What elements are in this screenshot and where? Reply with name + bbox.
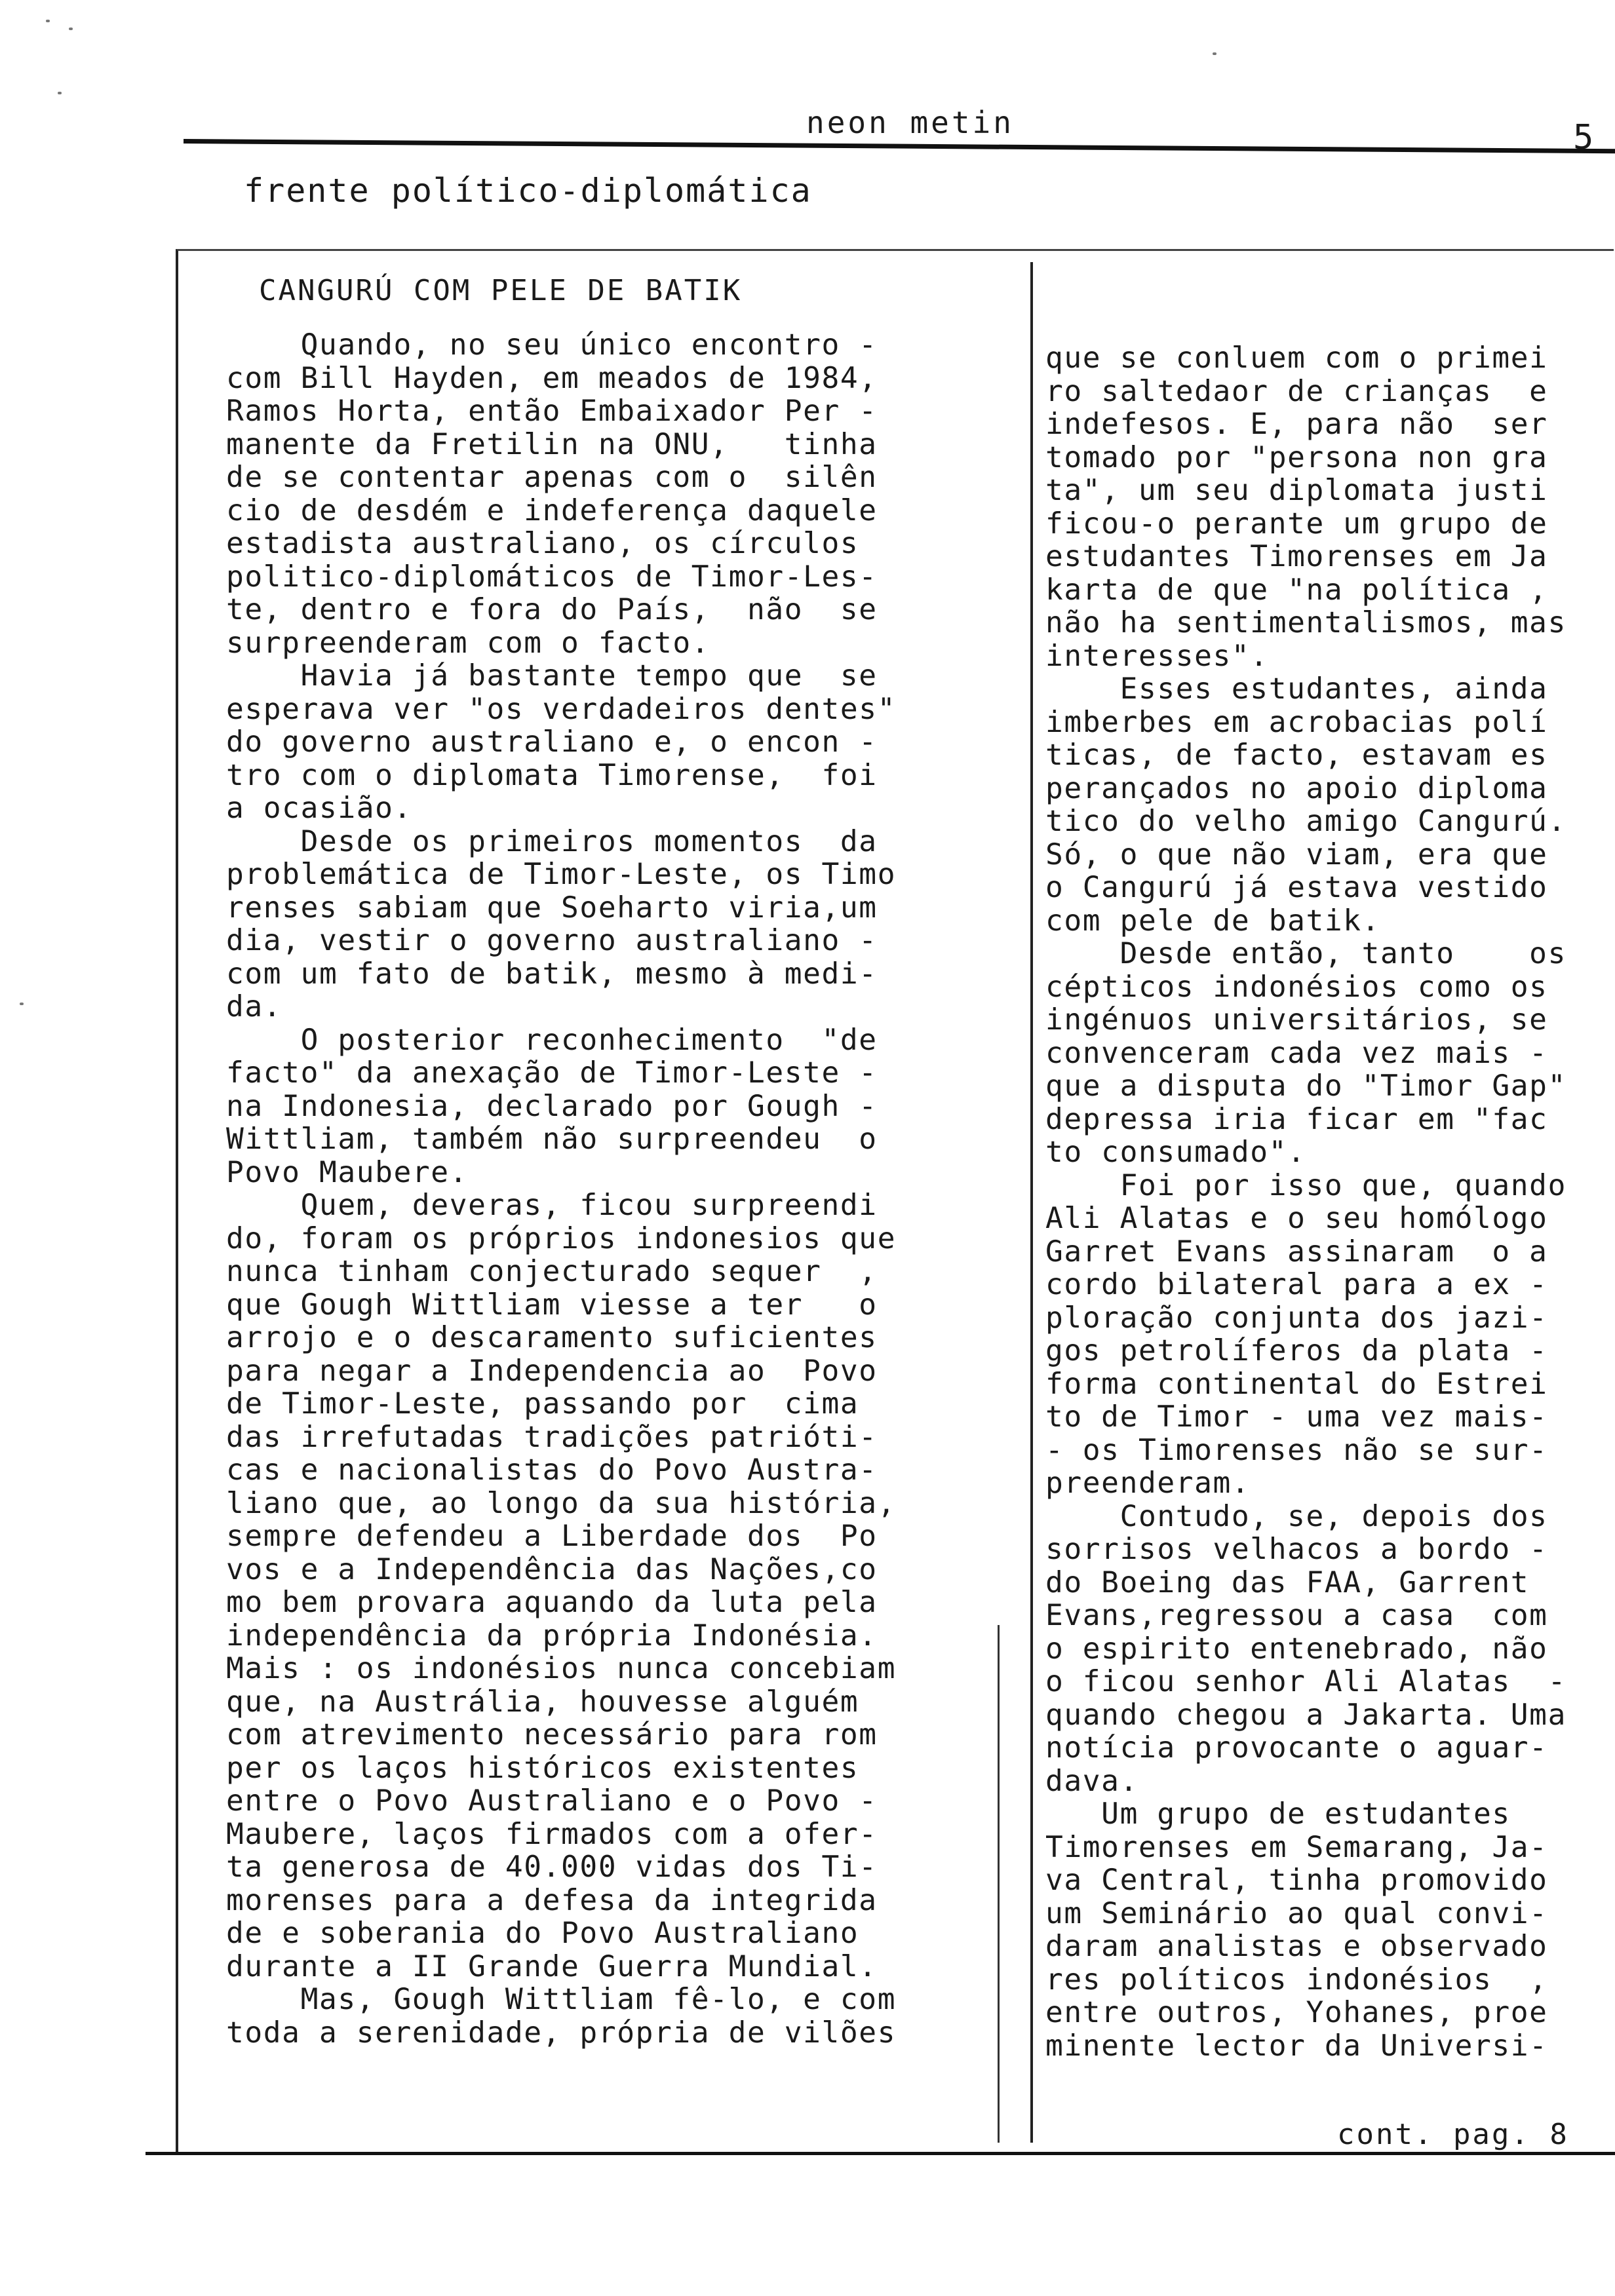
column-divider [1030,262,1033,2143]
text-line: gos petrolíferos da plata - [1045,1334,1548,1368]
text-line: Wittliam, também não surpreendeu o [226,1122,878,1156]
text-line: surpreenderam com o facto. [226,626,710,660]
text-line: ploração conjunta dos jazi- [1045,1301,1548,1335]
text-line: ro saltedaor de crianças e [1045,374,1548,408]
text-line: quando chegou a Jakarta. Uma [1045,1698,1566,1732]
text-line: não ha sentimentalismos, mas [1045,606,1566,640]
text-line: O posterior reconhecimento "de [226,1023,878,1057]
text-line: cépticos indonésios como os [1045,970,1548,1004]
text-line: que Gough Wittliam viesse a ter o [226,1288,878,1322]
article-frame-bottom-rule [146,2152,1615,2155]
text-line: minente lector da Universi- [1045,2029,1548,2063]
text-line: do, foram os próprios indonesios que [226,1221,897,1255]
text-line: Mas, Gough Wittliam fê-lo, e com [226,1983,897,2016]
text-line: preenderam. [1045,1466,1251,1500]
text-line: com um fato de batik, mesmo à medi- [226,957,878,991]
continuation-note: cont. pag. 8 [1337,2118,1569,2151]
text-line: cordo bilateral para a ex - [1045,1268,1548,1301]
text-line: Timorenses em Semarang, Ja- [1045,1830,1548,1864]
text-line: cio de desdém e indeferença daquele [226,493,878,527]
publication-title: neon metin [806,105,1014,140]
text-line: ingénuos universitários, se [1045,1003,1548,1037]
text-line: o Cangurú já estava vestido [1045,871,1548,904]
text-line: res políticos indonésios , [1045,1962,1548,1997]
text-line: nunca tinham conjecturado sequer , [226,1255,878,1288]
text-line: te, dentro e fora do País, não se [226,593,878,626]
text-line: tico do velho amigo Cangurú. [1045,805,1566,838]
text-line: vos e a Independência das Nações,co [226,1552,878,1586]
text-line: Ali Alatas e o seu homólogo [1045,1202,1548,1235]
text-line: Quando, no seu único encontro - [226,328,878,362]
text-line: notícia provocante o aguar- [1045,1731,1548,1765]
text-line: o ficou senhor Ali Alatas - [1045,1665,1566,1698]
text-line: imberbes em acrobacias polí [1045,705,1548,739]
text-line: perançados no apoio diploma [1045,771,1548,805]
text-line: Desde então, tanto os [1045,937,1566,970]
text-line: na Indonesia, declarado por Gough - [226,1089,878,1123]
text-line: de Timor-Leste, passando por cima [226,1387,859,1421]
page-number: 5 [1573,118,1594,157]
text-line: mo bem provara aquando da luta pela [226,1586,878,1619]
text-line: que se conluem com o primei [1045,341,1548,375]
text-line: ta", um seu diplomata justi [1045,474,1548,507]
text-line: Ramos Horta, então Embaixador Per - [226,394,878,428]
text-line: ticas, de facto, estavam es [1045,738,1548,772]
section-label: frente político-diplomática [244,172,812,210]
text-line: estudantes Timorenses em Ja [1045,540,1548,573]
text-line: um Seminário ao qual convi- [1045,1896,1548,1930]
text-line: tomado por "persona non gra [1045,440,1548,474]
text-line: entre o Povo Australiano e o Povo - [226,1784,878,1818]
text-line: estadista australiano, os círculos [226,527,859,560]
text-line: com atrevimento necessário para rom [226,1718,878,1751]
text-line: independência da própria Indonésia. [226,1618,878,1653]
text-line: de e soberania do Povo Australiano [226,1917,859,1950]
text-line: esperava ver "os verdadeiros dentes" [226,692,897,726]
text-line: Evans,regressou a casa com [1045,1599,1548,1632]
scan-speck [69,28,73,30]
text-line: que, na Austrália, houvesse alguém [226,1685,859,1719]
text-line: - os Timorenses não se sur- [1045,1433,1548,1467]
text-line: dava. [1045,1764,1138,1798]
text-line: va Central, tinha promovido [1045,1864,1548,1897]
text-line: toda a serenidade, própria de vilões [226,2016,897,2050]
text-line: da. [226,990,282,1024]
text-line: Um grupo de estudantes [1045,1797,1511,1831]
text-line: dia, vestir o governo australiano - [226,924,878,957]
text-line: interesses". [1045,639,1269,673]
text-line: das irrefutadas tradições patrióti- [226,1420,878,1454]
header-rule [184,139,1615,153]
text-line: durante a II Grande Guerra Mundial. [226,1949,878,1983]
left-column-text [226,329,1019,2050]
text-line: Quem, deveras, ficou surpreendi [226,1189,878,1222]
article-title: CANGURÚ COM PELE DE BATIK [259,274,743,307]
text-line: sorrisos velhacos a bordo - [1045,1533,1548,1566]
text-line: Mais : os indonésios nunca concebiam [226,1652,897,1685]
text-line: cas e nacionalistas do Povo Austra- [226,1453,878,1487]
text-line: arrojo e o descaramento suficientes [226,1321,878,1354]
text-line: daram analistas e observado [1045,1930,1548,1963]
scan-speck [1213,52,1216,55]
text-line: Povo Maubere. [226,1155,469,1189]
scan-speck [58,92,62,94]
text-line: do governo australiano e, o encon - [226,725,878,759]
text-line: ta generosa de 40.000 vidas dos Ti- [226,1850,878,1884]
text-line: que a disputa do "Timor Gap" [1045,1069,1566,1103]
text-line: problemática de Timor-Leste, os Timo [226,858,897,891]
text-line: morenses para a defesa da integrida [226,1883,878,1917]
text-line: to consumado". [1045,1136,1306,1169]
text-line: manente da Fretilin na ONU, tinha [226,427,878,461]
text-line: com pele de batik. [1045,904,1381,938]
text-line: com Bill Hayden, em meados de 1984, [226,361,878,395]
text-line: forma continental do Estrei [1045,1367,1548,1401]
text-line: Esses estudantes, ainda [1045,672,1548,706]
text-line: liano que, ao longo da sua história, [226,1486,897,1520]
text-line: o espirito entenebrado, não [1045,1632,1548,1666]
text-line: renses sabiam que Soeharto viria,um [226,890,878,925]
right-column-text [1045,342,1609,2063]
text-line: ficou-o perante um grupo de [1045,507,1548,541]
scan-speck [46,20,50,22]
text-line: entre outros, Yohanes, proe [1045,1996,1548,2029]
text-line: to de Timor - uma vez mais- [1045,1400,1548,1434]
text-line: Foi por isso que, quando [1045,1168,1566,1202]
text-line: indefesos. E, para não ser [1045,408,1548,441]
text-line: depressa iria ficar em "fac [1045,1102,1548,1136]
text-line: Garret Evans assinaram o a [1045,1234,1548,1269]
text-line: Desde os primeiros momentos da [226,824,878,858]
text-line: karta de que "na política , [1045,573,1548,607]
text-line: tro com o diplomata Timorense, foi [226,758,878,792]
text-line: facto" da anexação de Timor-Leste - [226,1056,878,1090]
text-line: Havia já bastante tempo que se [226,659,878,693]
text-line: Maubere, laços firmados com a ofer- [226,1817,878,1851]
text-line: Contudo, se, depois dos [1045,1499,1548,1533]
text-line: Só, o que não viam, era que [1045,837,1548,871]
text-line: convenceram cada vez mais - [1045,1036,1548,1070]
text-line: sempre defendeu a Liberdade dos Po [226,1520,878,1553]
text-line: politico-diplomáticos de Timor-Les- [226,560,878,594]
scan-speck [20,1003,24,1005]
text-line: de se contentar apenas com o silên [226,461,878,494]
text-line: per os laços históricos existentes [226,1751,859,1785]
text-line: do Boeing das FAA, Garrent [1045,1565,1530,1599]
text-line: a ocasião. [226,792,412,825]
text-line: para negar a Independencia ao Povo [226,1354,878,1388]
